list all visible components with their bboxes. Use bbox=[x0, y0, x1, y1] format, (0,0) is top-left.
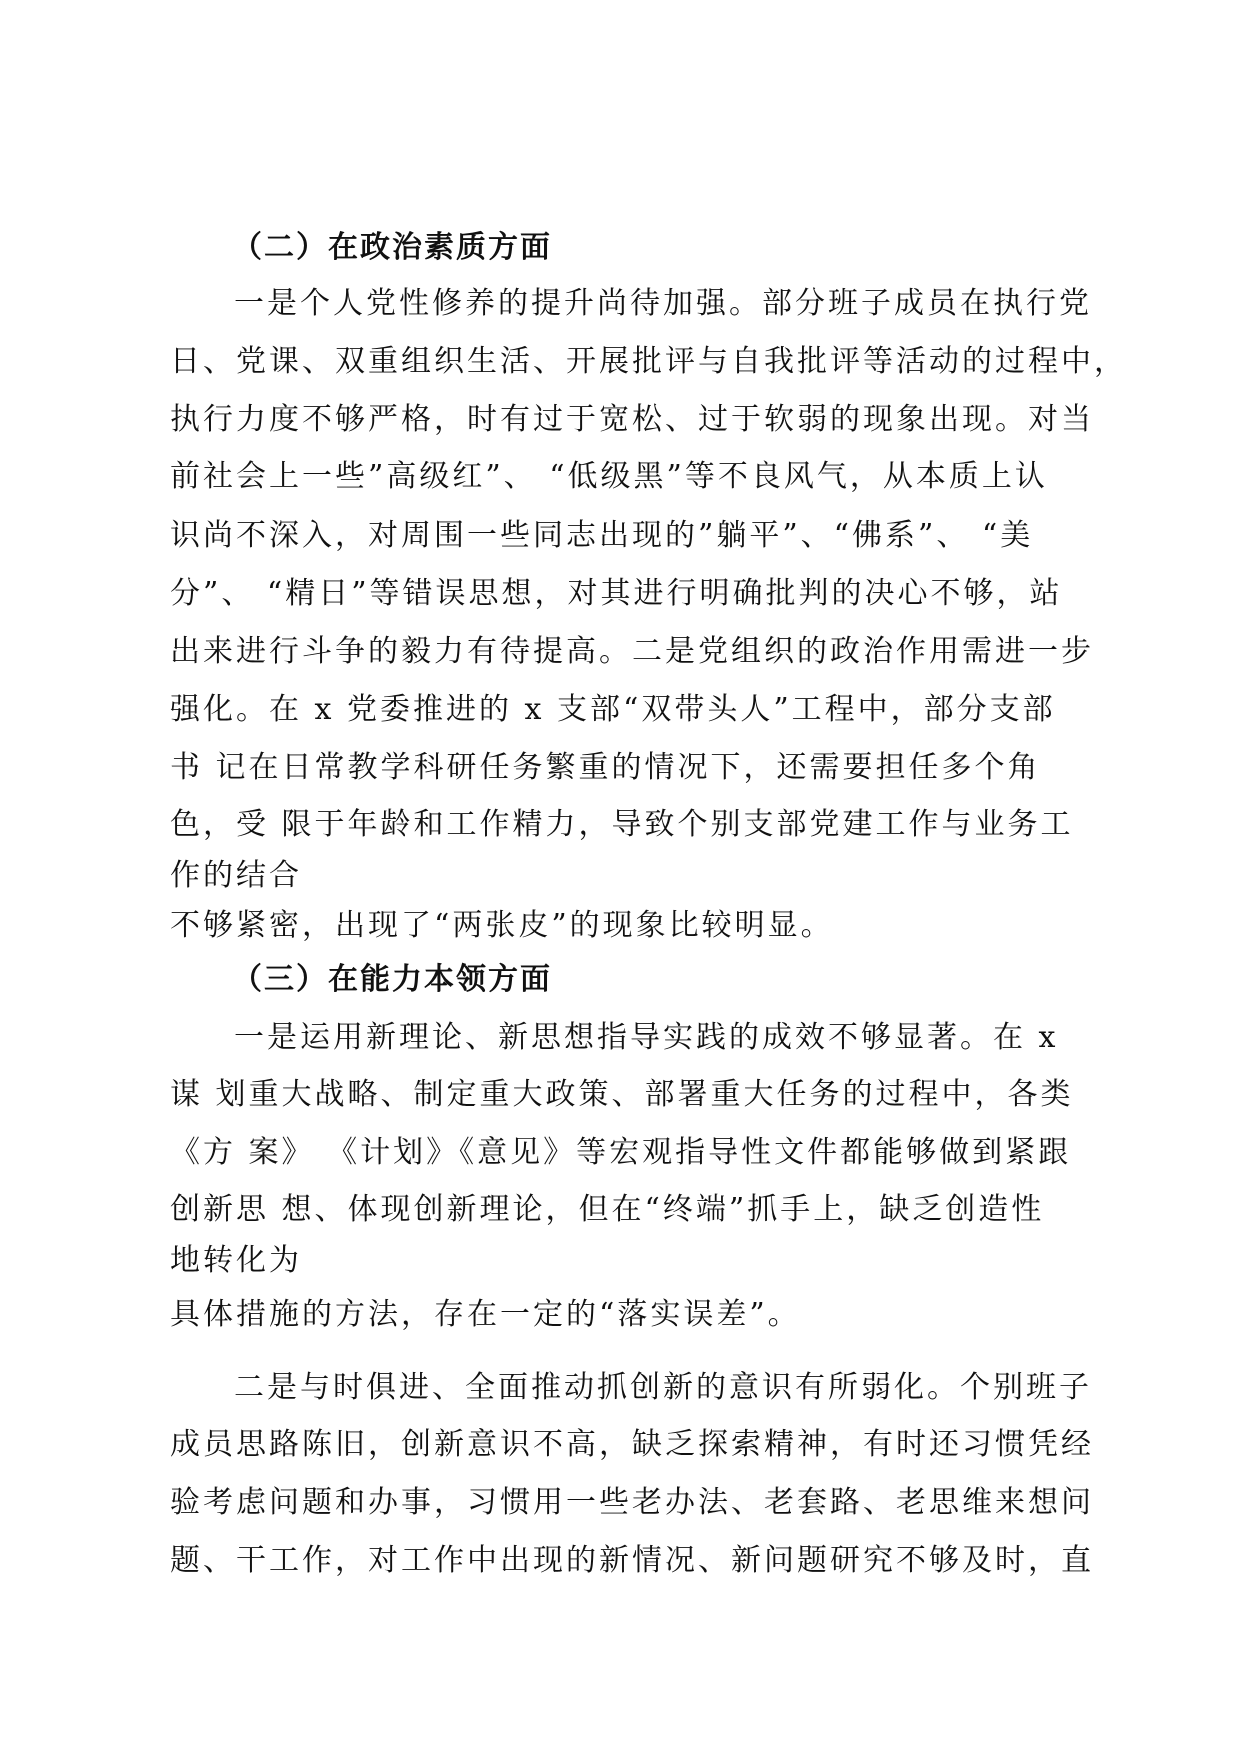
paragraph-line: 识尚不深入，对周围一些同志出现的”躺平”、“佛系”、 “美 bbox=[170, 518, 1034, 553]
paragraph-line: 谋 划重大战略、制定重大政策、部署重大任务的过程中，各类 bbox=[170, 1077, 1074, 1112]
paragraph-line: 作的结合 bbox=[170, 858, 302, 893]
paragraph-line: 验考虑问题和办事，习惯用一些老办法、老套路、老思维来想问 bbox=[170, 1485, 1094, 1520]
paragraph-line: 分”、 “精日”等错误思想，对其进行明确批判的决心不够，站 bbox=[170, 576, 1063, 611]
section-heading-political: （二）在政治素质方面 bbox=[232, 230, 552, 265]
paragraph-line: 地转化为 bbox=[170, 1243, 302, 1278]
paragraph-line: 成员思路陈旧，创新意识不高，缺乏探索精神，有时还习惯凭经 bbox=[170, 1427, 1094, 1462]
paragraph-line: 一是个人党性修养的提升尚待加强。部分班子成员在执行党 bbox=[234, 286, 1092, 321]
paragraph-line: 《方 案》 《计划》《意见》等宏观指导性文件都能够做到紧跟 bbox=[170, 1135, 1072, 1170]
paragraph-line: 日、党课、双重组织生活、开展批评与自我批评等活动的过程中， bbox=[170, 344, 1127, 379]
paragraph-line: 执行力度不够严格，时有过于宽松、过于软弱的现象出现。对当 bbox=[170, 402, 1094, 437]
paragraph-line: 题、干工作，对工作中出现的新情况、新问题研究不够及时，直 bbox=[170, 1543, 1094, 1578]
paragraph-line: 色，受 限于年龄和工作精力，导致个别支部党建工作与业务工 bbox=[170, 807, 1074, 842]
paragraph-line: 书 记在日常教学科研任务繁重的情况下，还需要担任多个角 bbox=[170, 750, 1041, 785]
paragraph-line: 具体措施的方法，存在一定的“落实误差”。 bbox=[170, 1297, 801, 1332]
paragraph-line: 出来进行斗争的毅力有待提高。二是党组织的政治作用需进一步 bbox=[170, 634, 1094, 669]
paragraph-line: 二是与时俱进、全面推动抓创新的意识有所弱化。个别班子 bbox=[234, 1370, 1092, 1405]
paragraph-line: 不够紧密，出现了“两张皮”的现象比较明显。 bbox=[170, 908, 834, 943]
paragraph-line: 前社会上一些”高级红”、 “低级黑”等不良风气，从本质上认 bbox=[170, 459, 1048, 494]
paragraph-line: 一是运用新理论、新思想指导实践的成效不够显著。在 x bbox=[234, 1020, 1059, 1055]
section-heading-ability: （三）在能力本领方面 bbox=[232, 962, 552, 997]
paragraph-line: 创新思 想、体现创新理论，但在“终端”抓手上，缺乏创造性 bbox=[170, 1192, 1045, 1227]
paragraph-line: 强化。在 x 党委推进的 x 支部“双带头人”工程中，部分支部 bbox=[170, 692, 1056, 727]
